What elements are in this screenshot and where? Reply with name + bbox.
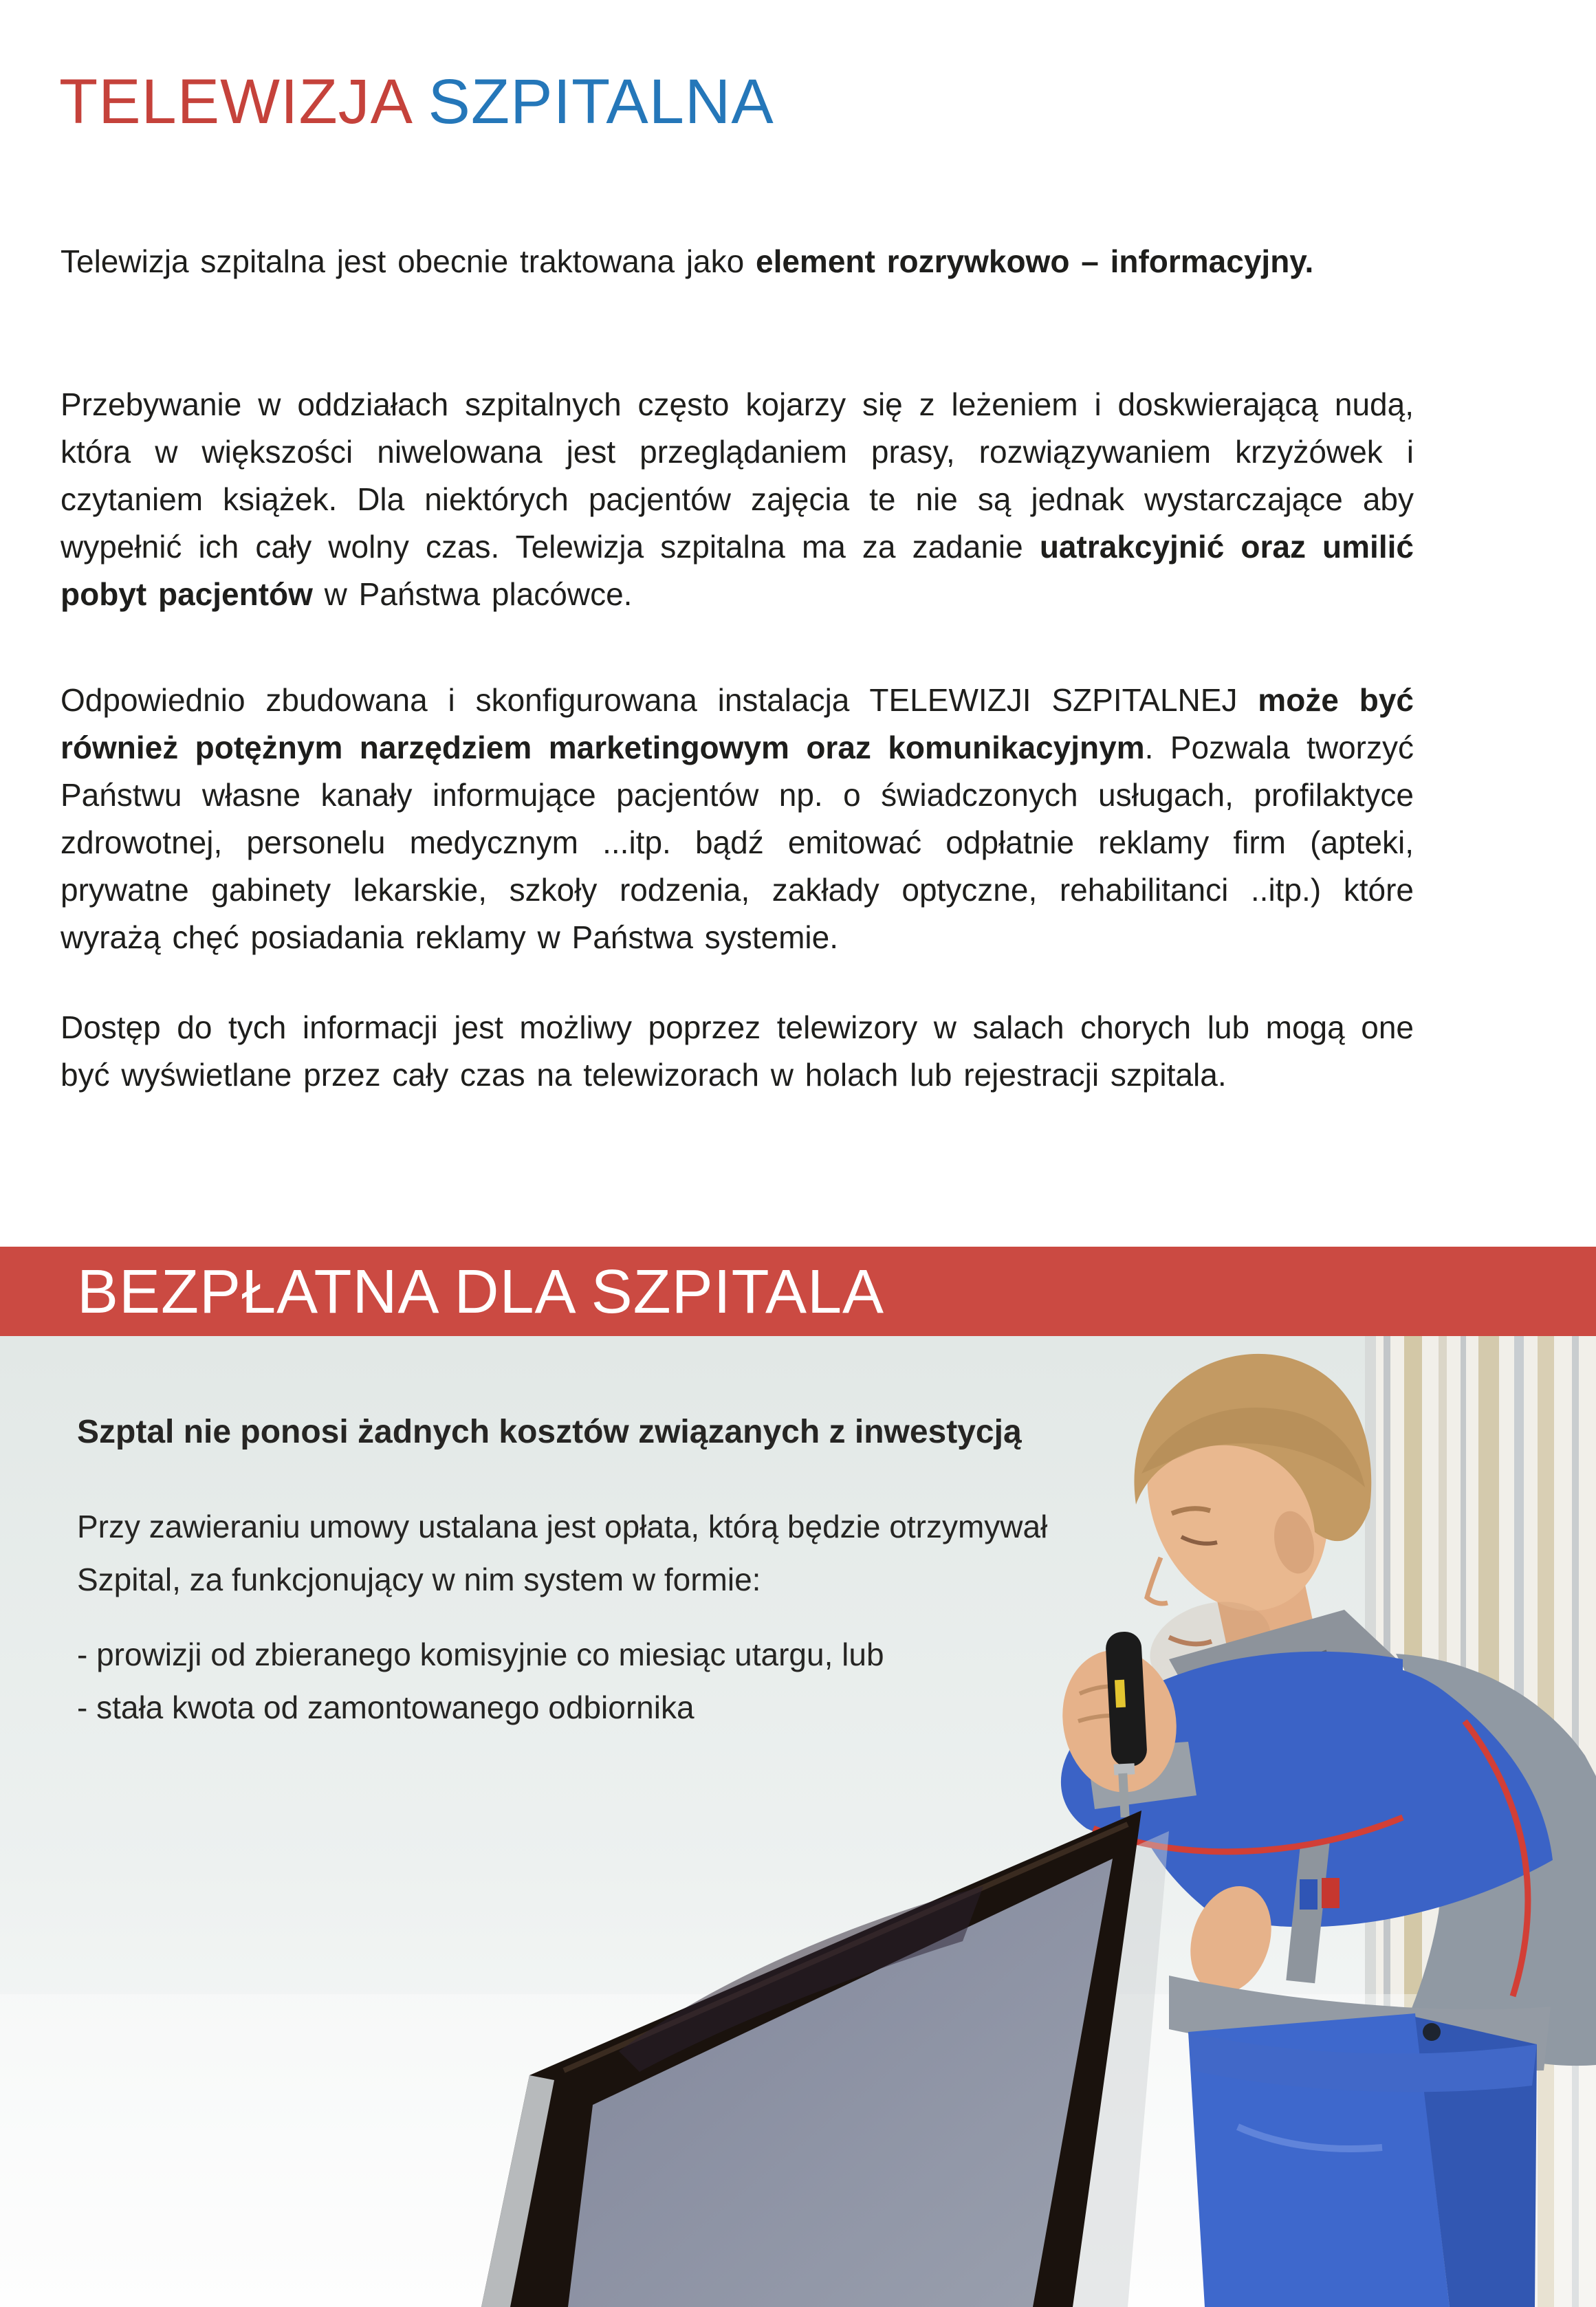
banner-label: BEZPŁATNA DLA SZPITALA <box>77 1258 885 1326</box>
intro-paragraph-2: Przebywanie w oddziałach szpitalnych często kojarzy się z leżeniem i doskwierającą nudą, która w większości niwelowana jest przeglądaniem prasy, rozwiązywaniem krzyżówek i czytaniem książek. Dla niektórych pacjentów zajęcia te nie są jednak wystarczające aby wypełnić ich cały wolny czas. Telewizja szpitalna ma za zadanie uatrakcyjnić oraz umilić pobyt pacjentów w Państwa placówce. <box>61 386 1414 612</box>
intro-paragraph-4: Dostęp do tych informacji jest możliwy poprzez telewizory w salach chorych lub mogą one być wyświetlane przez cały czas na telewizorach w holach lub rejestracji szpitala. <box>61 1009 1414 1093</box>
list-item: - stała kwota od zamontowanego odbiornika <box>77 1690 695 1725</box>
free-section-list <box>77 1628 1108 1734</box>
page-title-szpitalna: SZPITALNA <box>428 66 774 137</box>
photo-technician-mounting-tv <box>0 1336 1596 2307</box>
page-title-telewizja: TELEWIZJA <box>59 66 428 137</box>
intro-paragraph-3: Odpowiednio zbudowana i skonfigurowana instalacja TELEWIZJI SZPITALNEJ może być również potężnym narzędziem marketingowym oraz komunikacyjnym. Pozwala tworzyć Państwu własne kanały informujące pacjentów np. o świadczonych usługach, profilaktyce zdrowotnej, personelu medycznym ...itp. bądź emitować odpłatnie reklamy firm (apteki, prywatne gabinety lekarskie, szkoły rodzenia, zakłady optyczne, rehabilitanci ..itp.) które wyrażą chęć posiadania reklamy w Państwa systemie. <box>61 682 1414 955</box>
page-title <box>59 66 774 138</box>
free-section-paragraph: Przy zawieraniu umowy ustalana jest opłata, którą będzie otrzymywał Szpital, za funkcjonujący w nim system w formie: <box>77 1509 1048 1597</box>
list-item: - prowizji od zbieranego komisyjnie co miesiąc utargu, lub <box>77 1637 884 1672</box>
free-section-heading: Szptal nie ponosi żadnych kosztów związanych z inwestycją <box>77 1414 1022 1450</box>
intro-paragraph-1: Telewizja szpitalna jest obecnie traktowana jako element rozrywkowo – informacyjny. <box>61 243 1314 279</box>
free-for-hospital-banner <box>0 1247 1596 1336</box>
photo-illustration <box>0 1336 1596 2307</box>
